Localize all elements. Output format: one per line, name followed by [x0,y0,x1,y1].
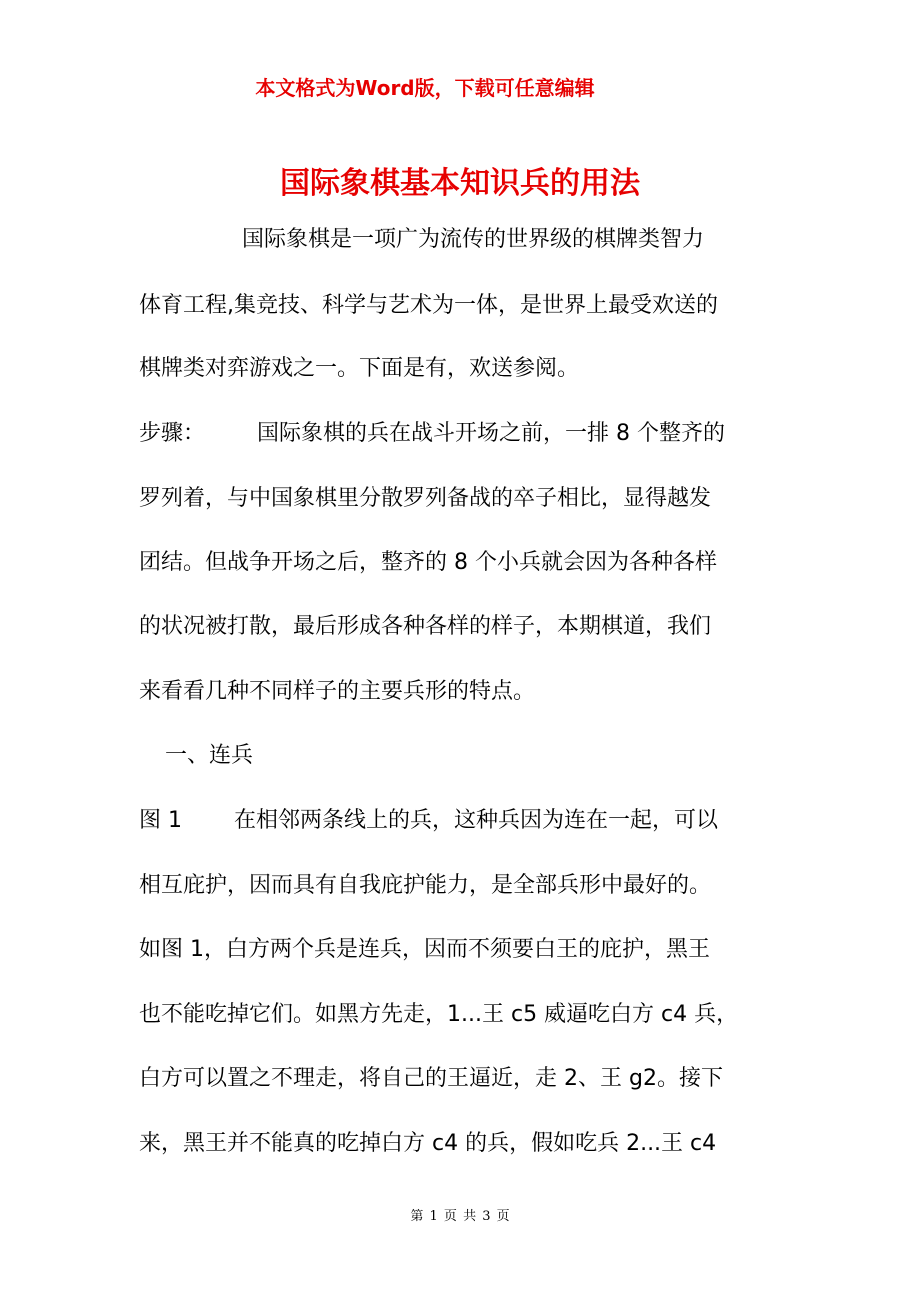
format-banner: 本文格式为Word版，下载可任意编辑 [255,76,595,100]
footer-page-number: 1 [429,1209,438,1224]
paragraph-line: 团结。但战争开场之后，整齐的 8 个小兵就会因为各种各样 [139,550,717,575]
document-title: 国际象棋基本知识兵的用法 [280,166,640,201]
step-label: 步骤： [139,421,206,446]
paragraph-line: 相互庇护，因而具有自我庇护能力，是全部兵形中最好的。 [139,873,712,898]
paragraph-line: 棋牌类对弈游戏之一。下面是有，欢送参阅。 [139,356,580,381]
figure-label: 图 1 [139,808,182,833]
paragraph-line: 在相邻两条线上的兵，这种兵因为连在一起，可以 [234,808,719,833]
footer-total-pages: 3 [482,1209,491,1224]
paragraph-line: 罗列着，与中国象棋里分散罗列备战的卒子相比，显得越发 [139,486,712,511]
paragraph-line-figure [139,803,789,839]
footer-page-unit: 页 [443,1209,457,1224]
paragraph-line: 的状况被打散，最后形成各种各样的样子，本期棋道，我们 [139,614,712,639]
footer-total-unit: 页 [496,1209,510,1224]
paragraph-line: 白方可以置之不理走，将自己的王逼近，走 2、王 g2。接下 [139,1066,723,1091]
footer-total-prefix: 共 [463,1209,477,1224]
paragraph-line: 也不能吃掉它们。如黑方先走，1...王 c5 威逼吃白方 c4 兵， [139,1002,739,1027]
paragraph-line-step [139,416,789,452]
paragraph-line: 国际象棋是一项广为流传的世界级的棋牌类智力 [242,227,705,252]
paragraph-line: 国际象棋的兵在战斗开场之前，一排 8 个整齐的 [257,421,726,446]
page-footer [0,1207,920,1227]
section-heading: 一、连兵 [165,743,254,768]
footer-prefix: 第 [410,1209,424,1224]
paragraph-line: 来看看几种不同样子的主要兵形的特点。 [139,679,536,704]
paragraph-line: 如图 1，白方两个兵是连兵，因而不须要白王的庇护，黑王 [139,937,710,962]
paragraph-line: 体育工程,集竞技、科学与艺术为一体，是世界上最受欢送的 [139,293,718,318]
paragraph-line: 来，黑王并不能真的吃掉白方 c4 的兵，假如吃兵 2...王 c4 [139,1131,717,1156]
